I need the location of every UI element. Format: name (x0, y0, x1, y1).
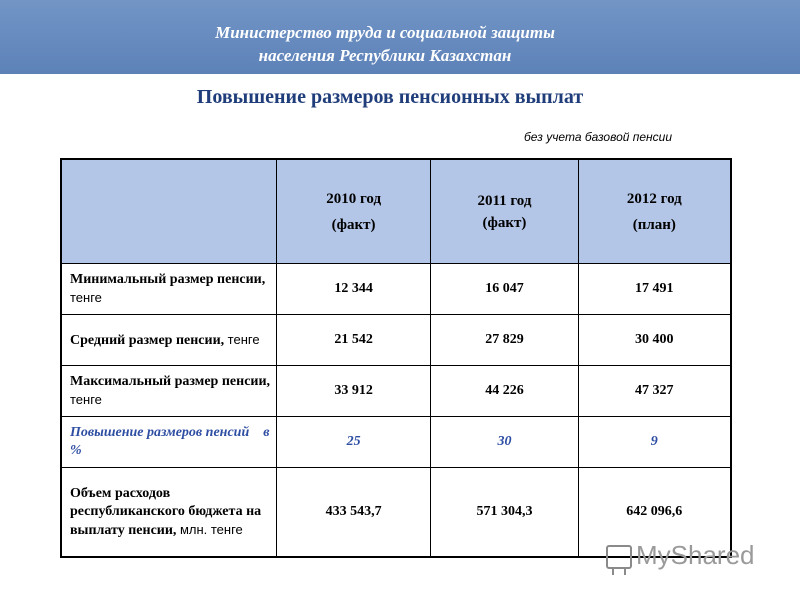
ministry-name-line1: Министерство труда и социальной защиты (215, 23, 555, 42)
row-label (61, 468, 276, 558)
table-row (61, 417, 731, 468)
cell-value: 27 829 (431, 315, 578, 366)
column-type: (факт) (482, 214, 527, 231)
cell-value: 30 (431, 417, 578, 468)
cell-value: 12 344 (276, 264, 430, 315)
cell-value: 17 491 (578, 264, 731, 315)
column-header-2012 (578, 159, 731, 264)
cell-value: 33 912 (276, 366, 430, 417)
header-banner (0, 0, 800, 74)
cell-value: 642 096,6 (578, 468, 731, 558)
ministry-name-line2: населения Республики Казахстан (258, 46, 512, 65)
column-year: 2011 год (477, 192, 532, 209)
row-label-text: Объем расходов республиканского бюджета на выплату пенсии, (70, 485, 262, 538)
cell-value: 9 (578, 417, 731, 468)
table-note: без учета базовой пенсии (524, 130, 673, 144)
column-year: 2010 год (326, 190, 382, 207)
cell-value: 47 327 (578, 366, 731, 417)
table-row (61, 315, 731, 366)
row-unit: млн. тенге (179, 521, 243, 537)
pension-table (60, 158, 732, 558)
table-row (61, 366, 731, 417)
cell-value: 16 047 (431, 264, 578, 315)
row-label-text: Средний размер пенсии, (70, 332, 225, 348)
column-header-2010 (276, 159, 430, 264)
table-header-row (61, 159, 731, 264)
row-unit: тенге (227, 331, 260, 347)
row-label-text: Минимальный размер пенсии, (70, 271, 266, 287)
row-unit: в % (70, 425, 270, 458)
cell-value: 30 400 (578, 315, 731, 366)
row-label (61, 417, 276, 468)
cell-value: 44 226 (431, 366, 578, 417)
page-title: Повышение размеров пенсионных выплат (196, 86, 584, 108)
column-type: (факт) (331, 216, 376, 233)
cell-value: 21 542 (276, 315, 430, 366)
row-label-text: Максимальный размер пенсии, (70, 373, 271, 389)
row-unit: тенге (70, 289, 102, 305)
row-label-text: Повышение размеров пенсий (70, 425, 250, 440)
row-unit: тенге (70, 391, 102, 407)
column-type: (план) (632, 216, 676, 233)
cell-value: 25 (276, 417, 430, 468)
table-row (61, 264, 731, 315)
cell-value: 433 543,7 (276, 468, 430, 558)
cell-value: 571 304,3 (431, 468, 578, 558)
row-label (61, 315, 276, 366)
header-empty-cell (61, 159, 276, 264)
column-header-2011 (431, 159, 578, 264)
row-label (61, 366, 276, 417)
presentation-icon (606, 545, 632, 569)
column-year: 2012 год (626, 190, 682, 207)
watermark-text: MyShared (636, 540, 755, 570)
watermark (606, 540, 755, 571)
row-label (61, 264, 276, 315)
